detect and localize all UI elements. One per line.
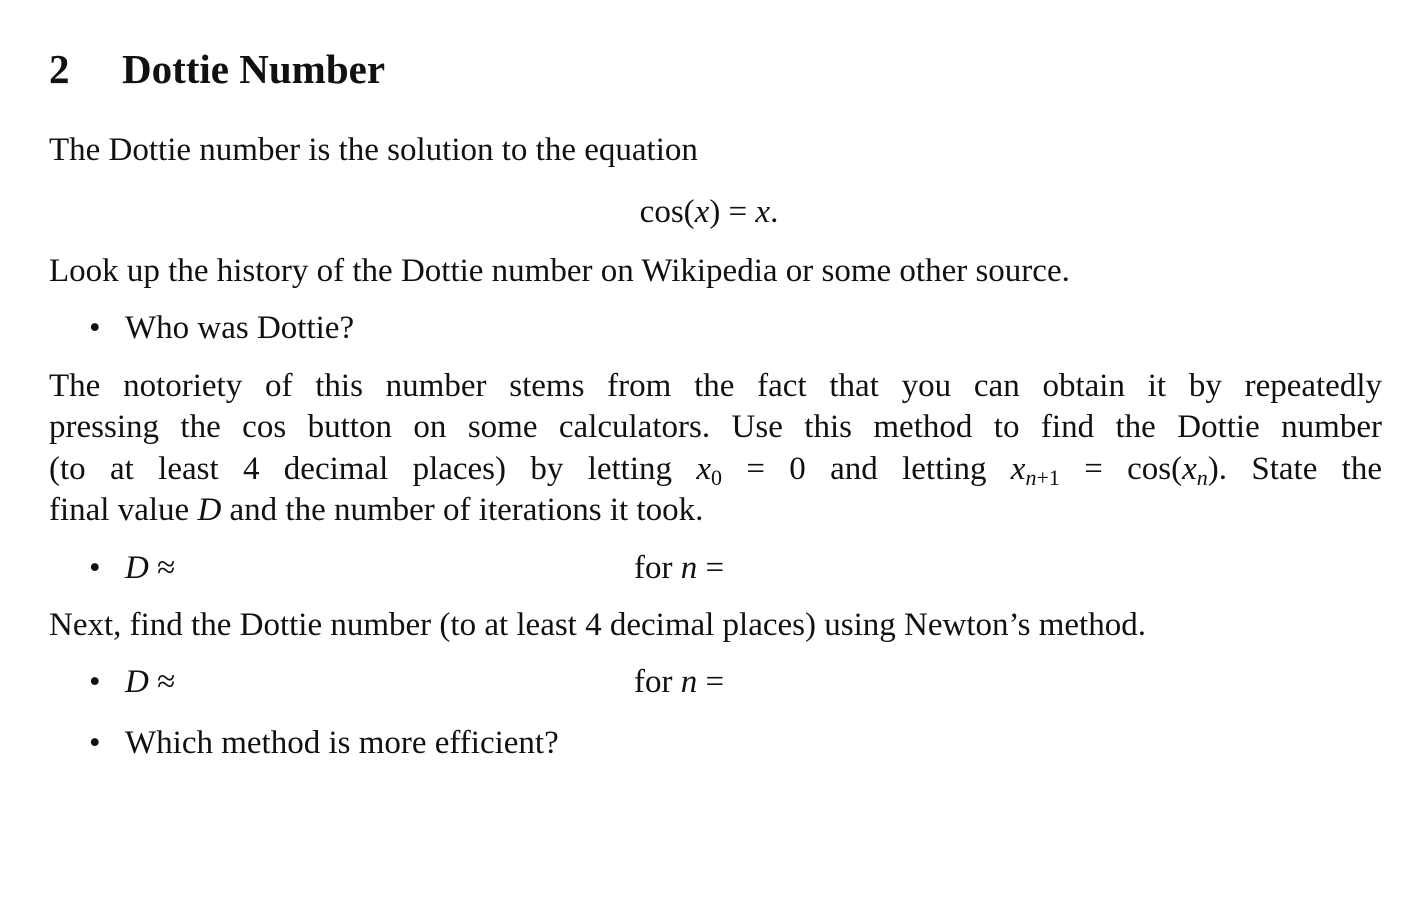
answer1-n: n xyxy=(680,550,698,586)
para3-sub0: 0 xyxy=(711,465,723,490)
bullet-who-was-dottie xyxy=(89,308,354,348)
answer2-for-n xyxy=(634,662,724,702)
newton-text: Next, find the Dottie number (to at least 4 decimal places) using Newton’s method. xyxy=(49,607,1146,643)
intro-text: The Dottie number is the solution to the equation xyxy=(49,132,698,168)
answer1-eq: = xyxy=(697,550,725,586)
answer1-for: for xyxy=(634,550,681,586)
para3-xn1: x xyxy=(1010,451,1026,487)
eq-cos: cos( xyxy=(639,194,695,230)
answer2-for: for xyxy=(634,664,681,700)
eq-rhs-x: x xyxy=(755,194,771,230)
bullet-dot: • xyxy=(89,664,101,700)
para4-text-b: and the number of iterations it took. xyxy=(221,492,704,528)
answer1-D: D xyxy=(125,550,149,586)
bullet-dot: • xyxy=(89,725,101,761)
answer2-approx: ≈ xyxy=(148,664,176,700)
paragraph-line-2: pressing the cos button on some calculators. Use this method to find the Dottie number xyxy=(49,409,1382,445)
history-text: Look up the history of the Dottie number on Wikipedia or some other source. xyxy=(49,253,1070,289)
section-number: 2 xyxy=(49,46,70,92)
answer1-approx: ≈ xyxy=(148,550,176,586)
bullet-which-method xyxy=(89,723,559,763)
answer2-eq: = xyxy=(697,664,725,700)
bullet-dot: • xyxy=(89,310,101,346)
eq-equals: ) = xyxy=(709,194,756,230)
para4-text-a: final value xyxy=(49,492,198,528)
bullet-who-text: Who was Dottie? xyxy=(125,310,355,346)
paragraph-line-4 xyxy=(49,490,703,530)
answer1-for-n xyxy=(634,548,724,588)
para3-text-b: = 0 and letting xyxy=(722,451,1011,487)
section-heading xyxy=(49,44,385,94)
para4-D: D xyxy=(197,492,222,528)
para3-sub-n2: n xyxy=(1196,465,1208,490)
display-equation xyxy=(0,192,1418,232)
para3-text-a: (to at least 4 decimal places) by letting xyxy=(49,451,697,487)
para3-sub-plus1: +1 xyxy=(1036,465,1060,490)
bullet-dot: • xyxy=(89,550,101,586)
para3-x0: x xyxy=(696,451,712,487)
answer2-D: D xyxy=(125,664,149,700)
eq-var-x: x xyxy=(694,194,710,230)
paragraph-line-1: The notoriety of this number stems from the fact that you can obtain it by repeatedly xyxy=(49,368,1382,404)
bullet-answer-fixed-point xyxy=(89,548,175,588)
para3-text-c: = cos( xyxy=(1059,451,1183,487)
bullet-efficient-text: Which method is more efficient? xyxy=(125,725,559,761)
answer2-n: n xyxy=(680,664,698,700)
bullet-answer-newton xyxy=(89,662,175,702)
section-title: Dottie Number xyxy=(122,46,386,92)
para3-xn: x xyxy=(1182,451,1197,487)
para3-text-d: ). State the xyxy=(1207,451,1382,487)
eq-period: . xyxy=(770,194,779,230)
para3-sub-n: n xyxy=(1025,465,1037,490)
